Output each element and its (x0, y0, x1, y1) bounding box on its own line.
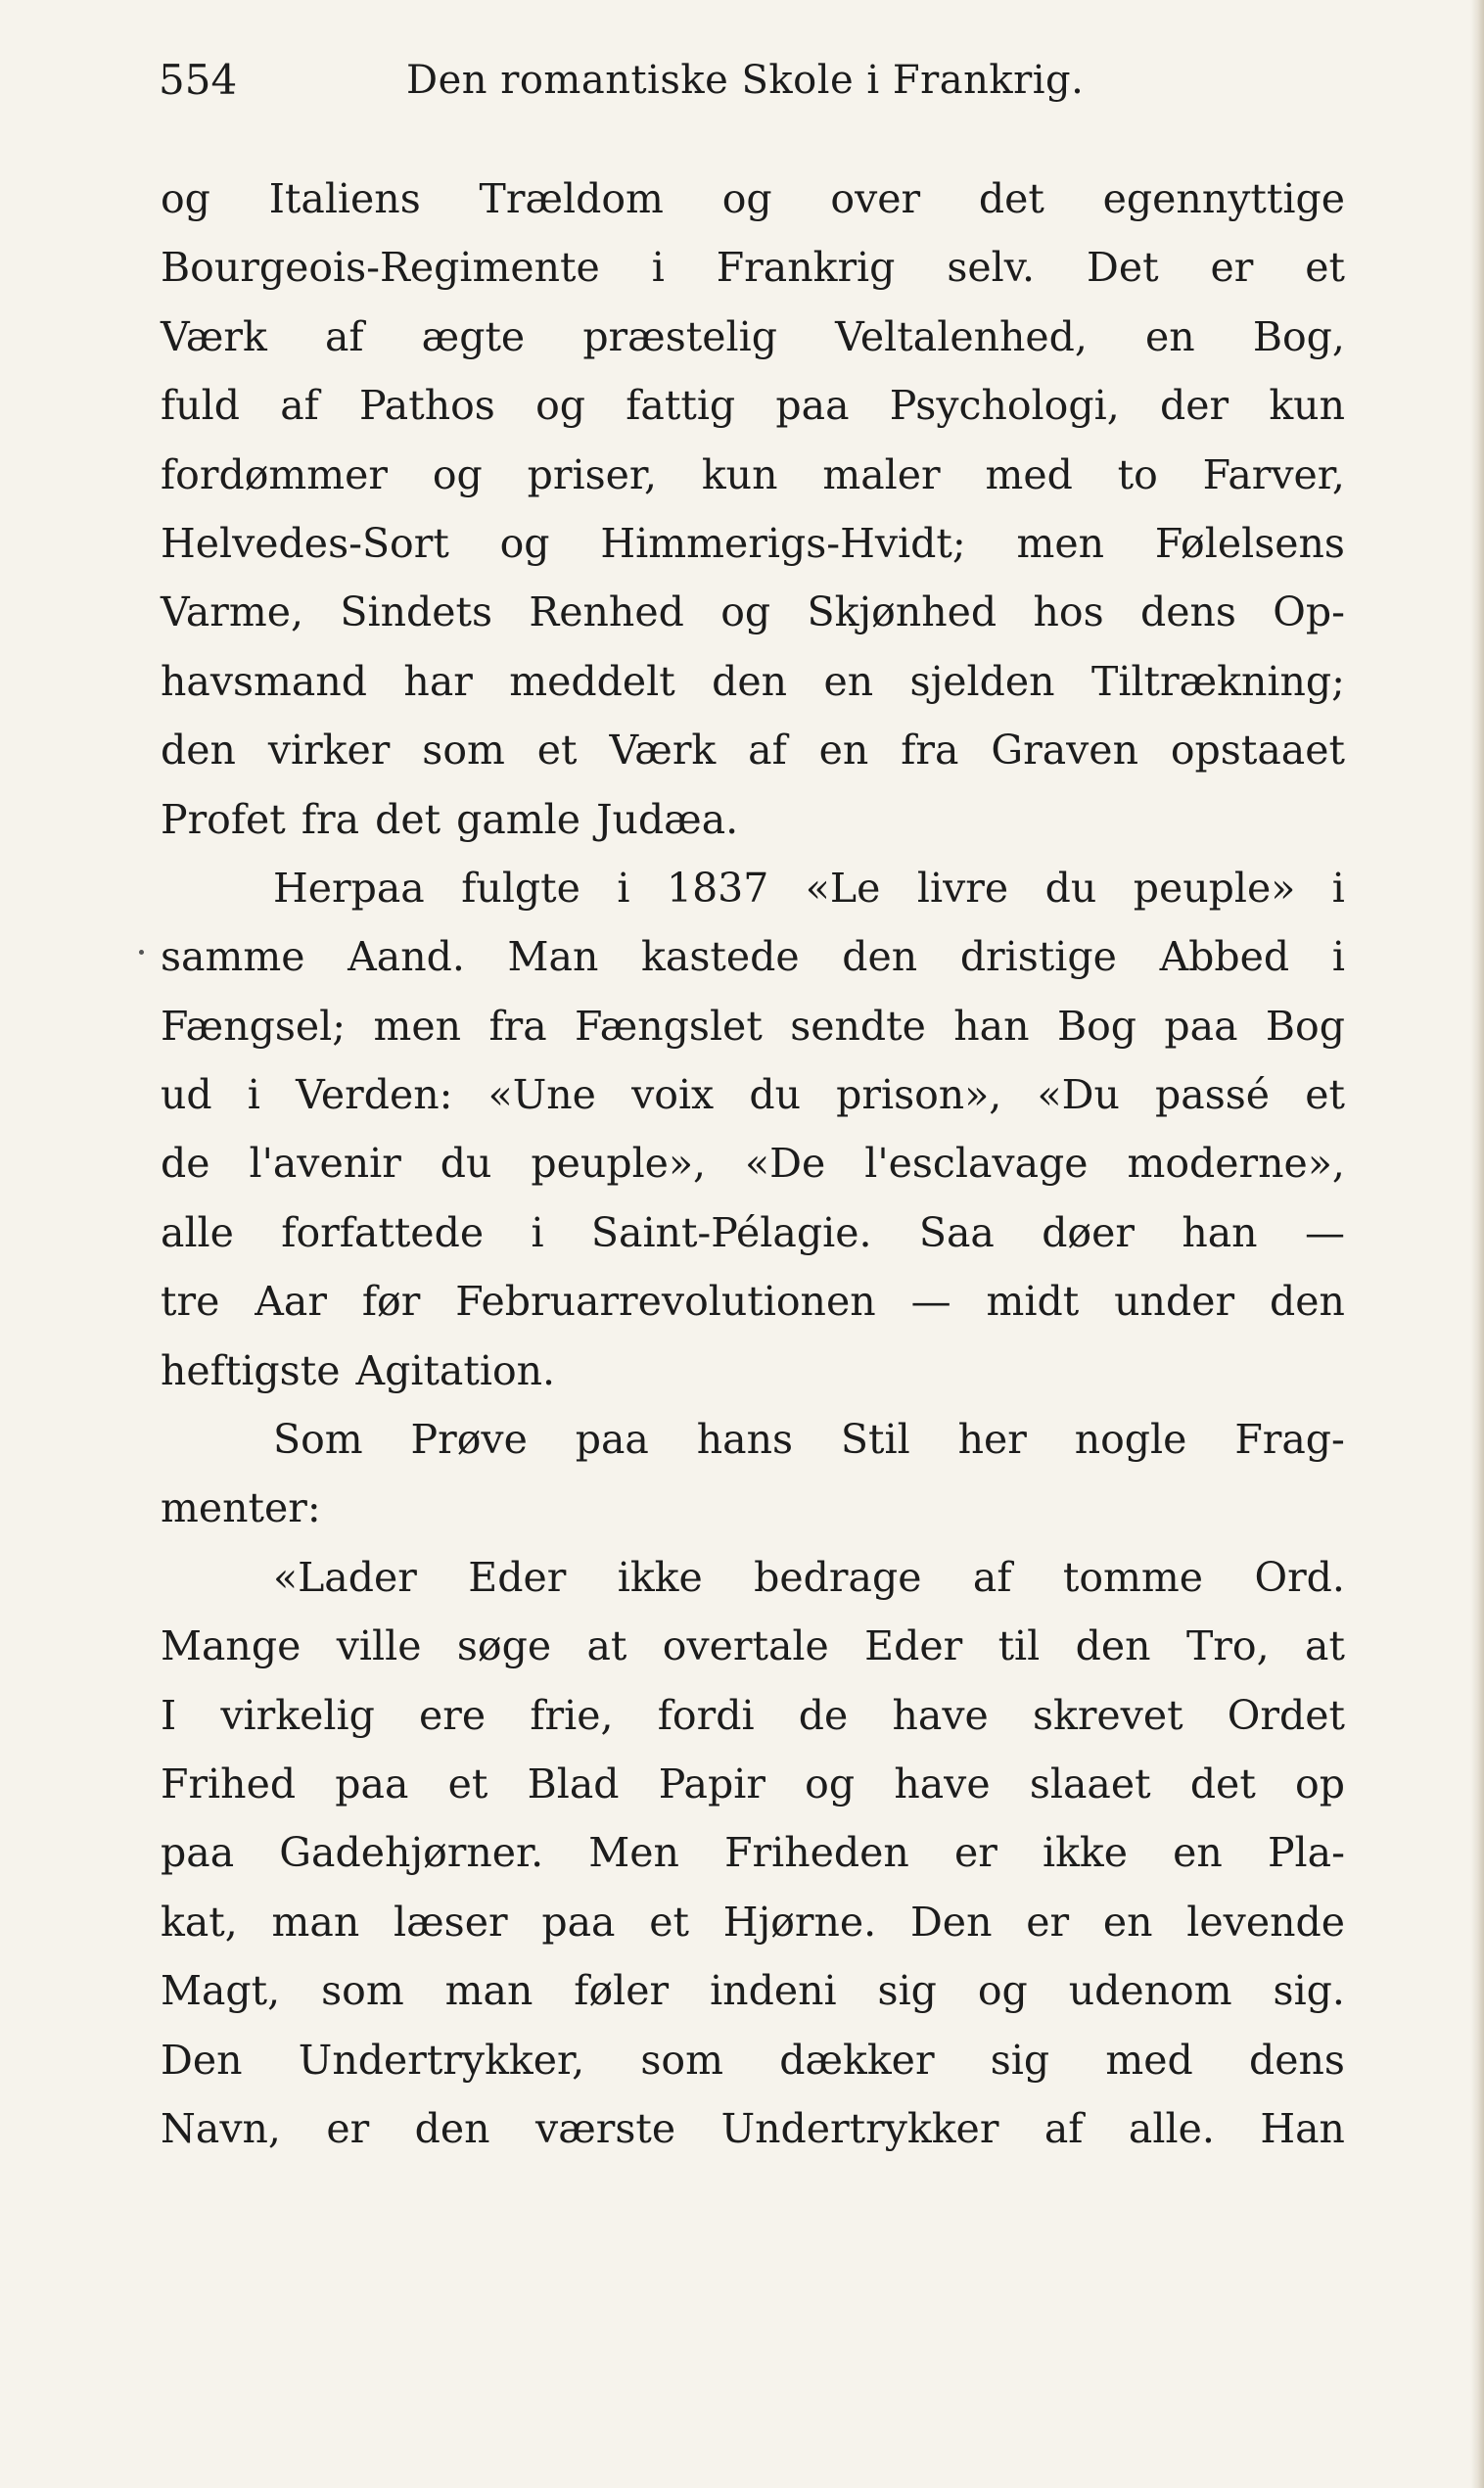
text-line: havsmand har meddelt den en sjelden Tiltrækning; (161, 657, 1345, 705)
text-line: «Lader Eder ikke bedrage af tomme Ord. (273, 1553, 1345, 1601)
text-line: Den Undertrykker, som dækker sig med dens (161, 2036, 1345, 2084)
text-line: I virkelig ere frie, fordi de have skrevet Ordet (161, 1691, 1345, 1739)
page-edge (1470, 0, 1484, 2488)
text-line: ud i Verden: «Une voix du prison», «Du passé et (161, 1071, 1345, 1119)
text-line: Værk af ægte præstelig Veltalenhed, en Bog, (161, 312, 1345, 360)
text-line: paa Gadehjørner. Men Friheden er ikke en Pla- (161, 1829, 1345, 1877)
page-number: 554 (159, 56, 238, 104)
text-line: menter: (161, 1484, 321, 1532)
text-line: Navn, er den værste Undertrykker af alle. Han (161, 2104, 1345, 2152)
text-line: Magt, som man føler indeni sig og udenom sig. (161, 1967, 1345, 2015)
text-line: Frihed paa et Blad Papir og have slaaet det op (161, 1760, 1345, 1807)
margin-mark (139, 950, 144, 955)
text-line: Helvedes-Sort og Himmerigs-Hvidt; men Følelsens (161, 519, 1345, 567)
text-line: og Italiens Trældom og over det egennyttige (161, 175, 1345, 222)
text-line: fordømmer og priser, kun maler med to Farver, (161, 450, 1345, 498)
text-line: Bourgeois-Regimente i Frankrig selv. Det er et (161, 244, 1345, 292)
text-line: den virker som et Værk af en fra Graven opstaaet (161, 727, 1345, 775)
page-header (159, 51, 1294, 110)
text-line: Varme, Sindets Renhed og Skjønhed hos dens Op- (161, 588, 1345, 636)
text-line: samme Aand. Man kastede den dristige Abbed i (161, 933, 1345, 981)
text-line: Fængsel; men fra Fængslet sendte han Bog paa Bog (161, 1002, 1345, 1050)
text-line: kat, man læser paa et Hjørne. Den er en levende (161, 1898, 1345, 1946)
text-line: tre Aar før Februarrevolutionen — midt under den (161, 1278, 1345, 1326)
text-line: fuld af Pathos og fattig paa Psychologi, der kun (161, 382, 1345, 430)
text-line: de l'avenir du peuple», «De l'esclavage moderne», (161, 1140, 1345, 1188)
text-line: heftigste Agitation. (161, 1346, 556, 1394)
text-line: Herpaa fulgte i 1837 «Le livre du peuple» i (273, 864, 1345, 912)
text-line: Mange ville søge at overtale Eder til den Tro, at (161, 1622, 1345, 1670)
text-line: alle forfattede i Saint-Pélagie. Saa døer han — (161, 1208, 1345, 1256)
text-line: Som Prøve paa hans Stil her nogle Frag- (273, 1416, 1345, 1464)
running-title: Den romantiske Skole i Frankrig. (406, 58, 1085, 103)
text-line: Profet fra det gamle Judæa. (161, 795, 739, 843)
body-text (161, 164, 1345, 2163)
